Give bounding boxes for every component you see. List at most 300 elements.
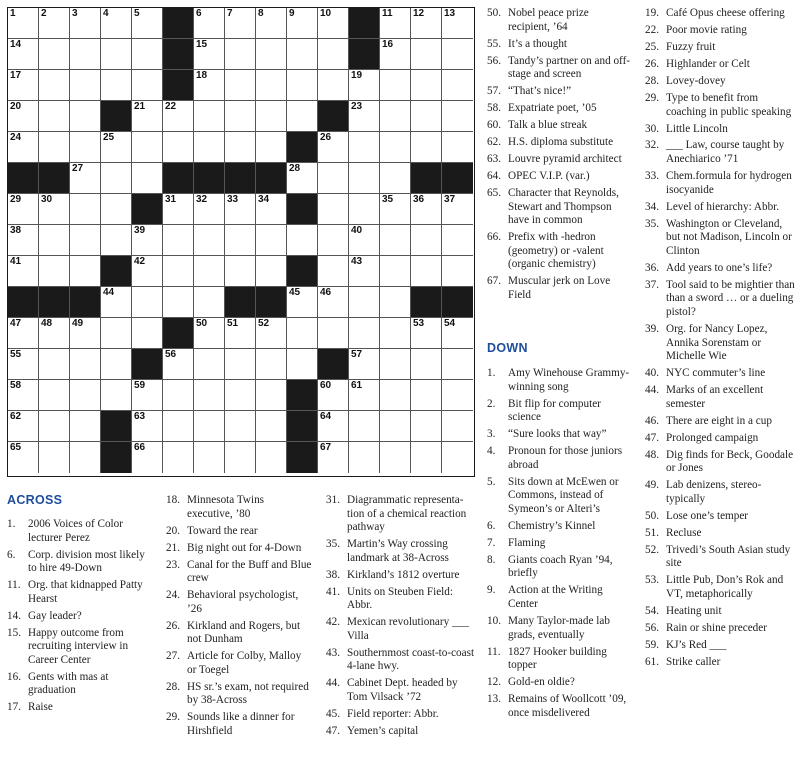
grid-cell[interactable]	[8, 132, 39, 163]
clue-number: 19.	[645, 7, 659, 19]
clue-text: Yemen’s capital	[347, 725, 419, 738]
grid-cell[interactable]	[225, 225, 256, 256]
clue-number: 51.	[645, 526, 659, 539]
grid-cell[interactable]	[101, 39, 132, 70]
cell-number: 39	[134, 225, 146, 236]
grid-cell[interactable]	[318, 318, 349, 349]
clue	[487, 615, 632, 642]
grid-cell[interactable]	[380, 101, 411, 132]
grid-cell[interactable]	[380, 132, 411, 163]
grid-cell[interactable]	[380, 256, 411, 287]
clue-number: 26.	[166, 619, 180, 632]
grid-cell[interactable]	[101, 163, 132, 194]
grid-cell[interactable]	[8, 70, 39, 101]
grid-cell[interactable]	[70, 101, 101, 132]
clue	[645, 384, 797, 411]
clue	[487, 170, 632, 184]
grid-cell[interactable]	[39, 318, 70, 349]
grid-cell[interactable]	[442, 225, 473, 256]
down-clues-column-5	[645, 7, 797, 673]
grid-cell[interactable]	[225, 194, 256, 225]
clue	[645, 123, 797, 137]
clue	[487, 537, 632, 551]
clue-number: 50.	[487, 7, 501, 19]
grid-cell[interactable]	[132, 39, 163, 70]
grid-cell[interactable]	[194, 380, 225, 411]
clue-number: 13.	[487, 693, 501, 706]
grid-cell[interactable]	[70, 8, 101, 39]
grid-cell[interactable]	[411, 442, 442, 473]
grid-cell[interactable]	[256, 349, 287, 380]
clue-text: Prolonged campaign	[666, 431, 759, 444]
grid-cell[interactable]	[8, 225, 39, 256]
grid-cell[interactable]	[70, 349, 101, 380]
clue	[645, 432, 797, 446]
cell-number: 56	[165, 349, 177, 360]
grid-cell[interactable]	[39, 8, 70, 39]
grid-cell[interactable]	[442, 318, 473, 349]
grid-cell[interactable]	[225, 8, 256, 39]
clue-number: 23.	[166, 558, 180, 571]
grid-cell[interactable]	[256, 442, 287, 473]
grid-cell[interactable]	[8, 442, 39, 473]
grid-cell[interactable]	[411, 380, 442, 411]
grid-cell[interactable]	[349, 70, 380, 101]
grid-cell[interactable]	[39, 411, 70, 442]
grid-cell[interactable]	[70, 39, 101, 70]
grid-cell[interactable]	[194, 442, 225, 473]
grid-cell[interactable]	[380, 194, 411, 225]
grid-cell[interactable]	[163, 442, 194, 473]
grid-cell[interactable]	[380, 163, 411, 194]
grid-cell[interactable]	[194, 101, 225, 132]
grid-cell[interactable]	[39, 101, 70, 132]
grid-cell[interactable]	[380, 287, 411, 318]
clue-number: 12.	[487, 676, 501, 689]
clue-text: Strike caller	[666, 655, 721, 668]
cell-number: 14	[10, 39, 22, 50]
clue-text: Tandy’s partner on and off-stage and screen	[508, 54, 631, 81]
cell-number: 34	[258, 194, 270, 205]
grid-cell[interactable]	[318, 256, 349, 287]
grid-cell[interactable]	[194, 8, 225, 39]
grid-cell[interactable]	[8, 8, 39, 39]
grid-cell[interactable]	[163, 287, 194, 318]
grid-cell[interactable]	[287, 287, 318, 318]
grid-cell[interactable]	[287, 70, 318, 101]
grid-cell[interactable]	[194, 256, 225, 287]
grid-cell[interactable]	[256, 318, 287, 349]
grid-cell[interactable]	[8, 256, 39, 287]
clue-number: 35.	[645, 217, 659, 230]
grid-cell[interactable]	[287, 163, 318, 194]
cell-number: 18	[196, 70, 208, 81]
clue-number: 62.	[487, 136, 501, 149]
clue-text: Kirkland’s 1812 overture	[347, 568, 460, 581]
grid-cell[interactable]	[256, 132, 287, 163]
grid-cell[interactable]	[442, 8, 473, 39]
grid-cell[interactable]	[442, 442, 473, 473]
clue-number: 4.	[487, 445, 496, 458]
grid-cell[interactable]	[70, 132, 101, 163]
clue-text: Tool said to be mightier than than a sword … or a dueling pistol?	[666, 278, 795, 318]
clue-number: 61.	[645, 655, 659, 668]
grid-cell[interactable]	[101, 380, 132, 411]
grid-cell[interactable]	[287, 39, 318, 70]
grid-cell[interactable]	[101, 318, 132, 349]
clue	[487, 476, 632, 517]
clue-number: 54.	[645, 604, 659, 617]
grid-cell[interactable]	[442, 39, 473, 70]
clue-number: 36.	[645, 261, 659, 274]
clue-text: Gents with mas at graduation	[28, 670, 109, 697]
grid-cell[interactable]	[132, 225, 163, 256]
grid-cell[interactable]	[380, 8, 411, 39]
clue	[166, 681, 312, 708]
clue-text: Chemistry’s Kinnel	[508, 519, 596, 532]
grid-cell[interactable]	[101, 194, 132, 225]
cell-number: 3	[72, 8, 78, 19]
grid-cell[interactable]	[225, 349, 256, 380]
grid-cell[interactable]	[70, 194, 101, 225]
grid-cell[interactable]	[349, 225, 380, 256]
grid-cell[interactable]	[39, 349, 70, 380]
clue-text: Pronoun for those juniors abroad	[508, 445, 623, 471]
grid-cell[interactable]	[163, 132, 194, 163]
grid-cell[interactable]	[256, 8, 287, 39]
grid-cell[interactable]	[318, 39, 349, 70]
clue-number: 38.	[326, 568, 340, 581]
cell-number: 67	[320, 442, 332, 453]
grid-cell[interactable]	[411, 318, 442, 349]
grid-cell[interactable]	[225, 132, 256, 163]
grid-cell[interactable]	[225, 256, 256, 287]
black-square	[225, 287, 256, 318]
grid-cell[interactable]	[380, 70, 411, 101]
grid-cell[interactable]	[39, 70, 70, 101]
clue	[326, 538, 476, 565]
grid-cell[interactable]	[256, 256, 287, 287]
grid-cell[interactable]	[194, 287, 225, 318]
grid-cell[interactable]	[39, 225, 70, 256]
grid-cell[interactable]	[349, 101, 380, 132]
grid-cell[interactable]	[442, 349, 473, 380]
grid-cell[interactable]	[39, 194, 70, 225]
clue-text: Martin’s Way crossing landmark at 38-Across	[347, 538, 449, 564]
grid-cell[interactable]	[380, 411, 411, 442]
grid-cell[interactable]	[318, 8, 349, 39]
clue-number: 41.	[326, 585, 340, 598]
grid-cell[interactable]	[194, 349, 225, 380]
clue-text: Gold-en oldie?	[508, 676, 575, 689]
clue-text: KJ’s Red ___	[666, 638, 727, 651]
clue	[166, 542, 312, 556]
grid-cell[interactable]	[194, 225, 225, 256]
grid-cell[interactable]	[318, 380, 349, 411]
clue	[7, 627, 155, 668]
black-square	[101, 101, 132, 132]
grid-cell[interactable]	[256, 70, 287, 101]
grid-cell[interactable]	[287, 101, 318, 132]
clue-number: 22.	[645, 23, 659, 36]
grid-cell[interactable]	[39, 380, 70, 411]
clue	[326, 586, 476, 613]
grid-cell[interactable]	[194, 132, 225, 163]
grid-cell[interactable]	[132, 256, 163, 287]
clue	[487, 187, 632, 228]
grid-cell[interactable]	[225, 70, 256, 101]
grid-cell[interactable]	[101, 70, 132, 101]
grid-cell[interactable]	[411, 411, 442, 442]
black-square	[163, 318, 194, 349]
black-square	[287, 442, 318, 473]
grid-cell[interactable]	[8, 194, 39, 225]
grid-cell[interactable]	[287, 225, 318, 256]
clue-number: 15.	[7, 626, 21, 639]
grid-cell[interactable]	[442, 194, 473, 225]
grid-cell[interactable]	[70, 318, 101, 349]
clue-number: 44.	[645, 384, 659, 397]
grid-cell[interactable]	[287, 318, 318, 349]
clue-number: 16.	[7, 670, 21, 683]
clue-text: OPEC V.I.P. (var.)	[508, 170, 590, 183]
cell-number: 6	[196, 8, 202, 19]
clue	[487, 85, 632, 99]
clue	[645, 510, 797, 524]
clue-number: 43.	[326, 646, 340, 659]
clue-number: 26.	[645, 57, 659, 70]
grid-cell[interactable]	[318, 163, 349, 194]
cell-number: 28	[289, 163, 301, 174]
grid-cell[interactable]	[8, 39, 39, 70]
clue-text: 2006 Voices of Color lecturer Perez	[28, 518, 123, 544]
cell-number: 47	[10, 318, 22, 329]
grid-cell[interactable]	[70, 411, 101, 442]
grid-cell[interactable]	[349, 411, 380, 442]
grid-cell[interactable]	[8, 349, 39, 380]
grid-cell[interactable]	[8, 101, 39, 132]
grid-cell[interactable]	[101, 132, 132, 163]
grid-cell[interactable]	[194, 39, 225, 70]
clue	[166, 589, 312, 616]
grid-cell[interactable]	[411, 39, 442, 70]
clue-text: Many Taylor-made lab grads, eventually	[508, 615, 610, 641]
grid-cell[interactable]	[256, 101, 287, 132]
grid-cell[interactable]	[256, 225, 287, 256]
grid-cell[interactable]	[411, 132, 442, 163]
black-square	[287, 194, 318, 225]
grid-cell[interactable]	[256, 380, 287, 411]
grid-cell[interactable]	[132, 163, 163, 194]
grid-cell[interactable]	[442, 411, 473, 442]
cell-number: 11	[382, 8, 393, 19]
grid-cell[interactable]	[411, 194, 442, 225]
grid-cell[interactable]	[380, 442, 411, 473]
clue	[326, 677, 476, 704]
grid-cell[interactable]	[349, 318, 380, 349]
grid-cell[interactable]	[101, 287, 132, 318]
grid-cell[interactable]	[163, 194, 194, 225]
clue	[645, 75, 797, 89]
grid-cell[interactable]	[287, 349, 318, 380]
grid-cell[interactable]	[70, 70, 101, 101]
grid-cell[interactable]	[256, 39, 287, 70]
black-square	[349, 8, 380, 39]
grid-cell[interactable]	[132, 101, 163, 132]
clue-text: Prefix with -hedron (geometry) or -valent (organic chemistry)	[508, 231, 604, 271]
grid-cell[interactable]	[70, 256, 101, 287]
clue	[645, 415, 797, 429]
clue-text: Poor movie rating	[666, 23, 747, 36]
grid-cell[interactable]	[194, 411, 225, 442]
grid-cell[interactable]	[101, 8, 132, 39]
grid-cell[interactable]	[132, 287, 163, 318]
grid-cell[interactable]	[132, 8, 163, 39]
grid-cell[interactable]	[349, 349, 380, 380]
grid-cell[interactable]	[349, 380, 380, 411]
cell-number: 7	[227, 8, 233, 19]
grid-cell[interactable]	[411, 349, 442, 380]
grid-cell[interactable]	[8, 411, 39, 442]
grid-cell[interactable]	[163, 349, 194, 380]
grid-cell[interactable]	[411, 70, 442, 101]
down-clues-column-4	[487, 367, 632, 724]
grid-cell[interactable]	[318, 411, 349, 442]
clue	[645, 170, 797, 197]
grid-cell[interactable]	[256, 194, 287, 225]
grid-cell[interactable]	[442, 256, 473, 287]
grid-cell[interactable]	[225, 411, 256, 442]
grid-cell[interactable]	[101, 225, 132, 256]
grid-cell[interactable]	[380, 349, 411, 380]
cell-number: 66	[134, 442, 146, 453]
grid-cell[interactable]	[225, 442, 256, 473]
clue	[166, 650, 312, 677]
grid-cell[interactable]	[8, 380, 39, 411]
clue-text: Cabinet Dept. headed by Tom Vilsack ’72	[347, 677, 458, 704]
grid-cell[interactable]	[8, 318, 39, 349]
clue-number: 1.	[7, 518, 16, 530]
grid-cell[interactable]	[380, 39, 411, 70]
clue-number: 31.	[326, 494, 340, 506]
grid-cell[interactable]	[132, 380, 163, 411]
grid-cell[interactable]	[39, 39, 70, 70]
clue	[487, 584, 632, 611]
grid-cell[interactable]	[163, 256, 194, 287]
grid-cell[interactable]	[39, 132, 70, 163]
grid-cell[interactable]	[411, 101, 442, 132]
grid-cell[interactable]	[349, 256, 380, 287]
clue-text: Louvre pyramid architect	[508, 153, 622, 166]
clue	[645, 279, 797, 320]
black-square	[349, 39, 380, 70]
grid-cell[interactable]	[287, 8, 318, 39]
clue	[645, 367, 797, 381]
clue-text: Units on Steuben Field: Abbr.	[347, 585, 453, 612]
grid-cell[interactable]	[225, 318, 256, 349]
grid-cell[interactable]	[132, 132, 163, 163]
grid-cell[interactable]	[163, 225, 194, 256]
grid-cell[interactable]	[194, 318, 225, 349]
grid-cell[interactable]	[318, 132, 349, 163]
cell-number: 53	[413, 318, 425, 329]
black-square	[287, 256, 318, 287]
grid-cell[interactable]	[380, 225, 411, 256]
grid-cell[interactable]	[225, 101, 256, 132]
grid-cell[interactable]	[132, 70, 163, 101]
clue-text: HS sr.’s exam, not required by 38-Across	[187, 680, 309, 707]
grid-cell[interactable]	[318, 287, 349, 318]
grid-cell[interactable]	[442, 132, 473, 163]
grid-cell[interactable]	[132, 442, 163, 473]
grid-cell[interactable]	[349, 163, 380, 194]
grid-cell[interactable]	[442, 70, 473, 101]
grid-cell[interactable]	[163, 411, 194, 442]
clue	[487, 7, 632, 34]
grid-cell[interactable]	[318, 442, 349, 473]
clue-text: Mexican revolutionary ___ Villa	[347, 616, 469, 642]
grid-cell[interactable]	[101, 349, 132, 380]
grid-cell[interactable]	[380, 318, 411, 349]
grid-cell[interactable]	[318, 194, 349, 225]
black-square	[287, 380, 318, 411]
grid-cell[interactable]	[225, 380, 256, 411]
cell-number: 36	[413, 194, 425, 205]
clue	[487, 428, 632, 442]
grid-cell[interactable]	[163, 380, 194, 411]
clue-text: Article for Colby, Malloy or Toegel	[187, 650, 302, 676]
grid-cell[interactable]	[39, 256, 70, 287]
cell-number: 33	[227, 194, 239, 205]
black-square	[163, 70, 194, 101]
clue	[487, 445, 632, 472]
grid-cell[interactable]	[411, 8, 442, 39]
clue-text: Behavioral psychologist, ’26	[187, 589, 299, 615]
cell-number: 23	[351, 101, 363, 112]
grid-cell[interactable]	[70, 163, 101, 194]
clue-number: 5.	[487, 475, 496, 488]
grid-cell[interactable]	[349, 442, 380, 473]
cell-number: 19	[351, 70, 363, 81]
clue-text: Giants coach Ryan ’94, briefly	[508, 553, 613, 580]
grid-cell[interactable]	[380, 380, 411, 411]
grid-cell[interactable]	[411, 225, 442, 256]
grid-cell[interactable]	[442, 380, 473, 411]
grid-cell[interactable]	[70, 380, 101, 411]
grid-cell[interactable]	[163, 101, 194, 132]
grid-cell[interactable]	[194, 194, 225, 225]
cell-number: 54	[444, 318, 456, 329]
grid-cell[interactable]	[349, 194, 380, 225]
black-square	[39, 287, 70, 318]
grid-cell[interactable]	[349, 287, 380, 318]
grid-cell[interactable]	[39, 442, 70, 473]
grid-cell[interactable]	[442, 101, 473, 132]
grid-cell[interactable]	[194, 70, 225, 101]
grid-cell[interactable]	[411, 256, 442, 287]
grid-cell[interactable]	[70, 225, 101, 256]
grid-cell[interactable]	[225, 39, 256, 70]
clue	[645, 656, 797, 670]
grid-cell[interactable]	[349, 132, 380, 163]
grid-cell[interactable]	[70, 442, 101, 473]
grid-cell[interactable]	[256, 411, 287, 442]
grid-cell[interactable]	[132, 411, 163, 442]
grid-cell[interactable]	[132, 318, 163, 349]
grid-cell[interactable]	[318, 70, 349, 101]
clue-text: Flaming	[508, 536, 546, 549]
grid-cell[interactable]	[318, 225, 349, 256]
